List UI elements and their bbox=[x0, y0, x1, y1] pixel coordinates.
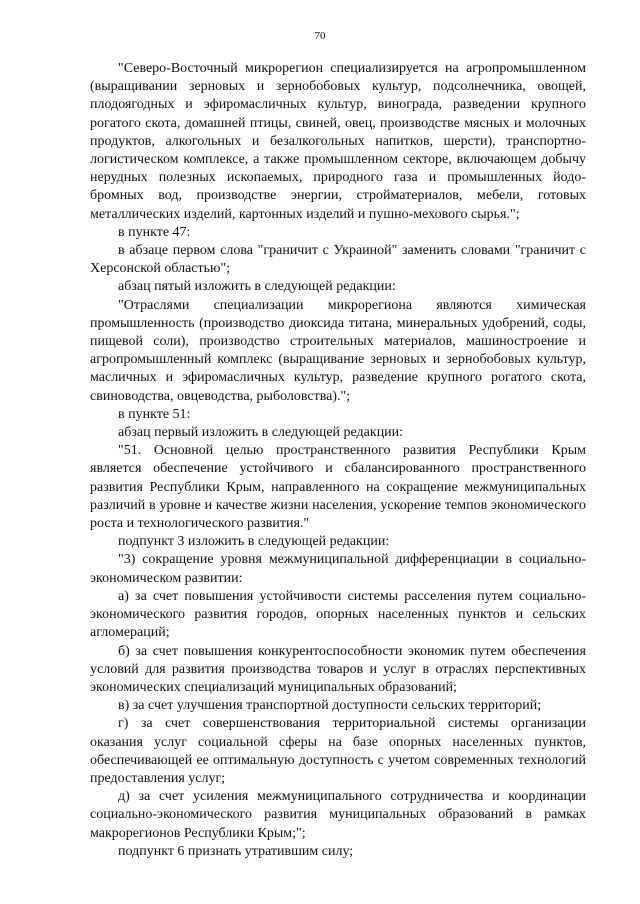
paragraph: в абзаце первом слова "граничит с Украиной" заменить словами "граничит с Херсонской областью"; bbox=[90, 243, 586, 277]
paragraph: "3) сокращение уровня межмуниципальной дифференциации в социально-экономическом развитии: bbox=[90, 552, 586, 586]
paragraph: д) за счет усиления межмуниципального сотрудничества и координации социально-экономического развития муниципальных образований в рамках макрорегионов Республики Крым;"; bbox=[90, 789, 586, 841]
paragraph: в пункте 47: bbox=[118, 224, 191, 240]
paragraph: подпункт 3 изложить в следующей редакции: bbox=[118, 534, 390, 550]
paragraph: б) за счет повышения конкурентоспособности экономик путем обеспечения условий для развития производства товаров и услуг в отраслях перспективных экономических специализаций муниципальных образований; bbox=[90, 643, 586, 695]
paragraph: абзац пятый изложить в следующей редакции: bbox=[118, 279, 396, 295]
paragraph: в пункте 51: bbox=[118, 406, 191, 422]
paragraph: г) за счет совершенствования территориальной системы организации оказания услуг социальной сферы на базе опорных населенных пунктов, обеспечивающей ее оптимальную доступность с учетом современных технологий предоставления услуг; bbox=[90, 716, 586, 786]
page-number: 70 bbox=[314, 30, 326, 42]
paragraph: подпункт 6 признать утратившим силу; bbox=[118, 843, 354, 859]
paragraph: в) за счет улучшения транспортной доступности сельских территорий; bbox=[118, 698, 542, 714]
paragraph: абзац первый изложить в следующей редакции: bbox=[118, 425, 404, 441]
paragraph: а) за счет повышения устойчивости системы расселения путем социально-экономического развития городов, опорных населенных пунктов и сельских агломераций; bbox=[90, 588, 586, 641]
document-body bbox=[90, 60, 586, 861]
paragraph: "Отраслями специализации микрорегиона являются химическая промышленность (производство диоксида титана, минеральных удобрений, соды, пищевой соли), производство строительных материалов, машиностроение и агропромышленный комплекс (выращивание зерновых и зернобобовых культур, масличных и эфиромасличных культур, разведение крупного рогатого скота, свиноводства, овцеводства, рыболовства)."; bbox=[90, 297, 586, 404]
paragraph: "51. Основной целью пространственного развития Республики Крым является обеспечение устойчивого и сбалансированного пространственного развития Республики Крым, направленного на сокращение межмуниципальных различий в уровне и качестве жизни населения, ускорение темпов экономического роста и технологического развития." bbox=[90, 443, 586, 532]
paragraph: "Северо-Восточный микрорегион специализируется на агропромышленном (выращивании зерновых и зернобобовых культур, подсолнечника, овощей, плодоягодных и эфиромасличных культур, винограда, разведении крупного рогатого скота, домашней птицы, свиней, овец, производстве мясных и молочных продуктов, алкогольных и безалкогольных напитков, шерсти), транспортно-логистическом комплексе, а также промышленном секторе, включающем добычу нерудных полезных ископаемых, природного газа и промышленных йодо-бромных вод, производстве энергии, стройматериалов, мебели, готовых металлических изделий, картонных изделий и пушно-мехового сырья."; bbox=[90, 61, 586, 222]
